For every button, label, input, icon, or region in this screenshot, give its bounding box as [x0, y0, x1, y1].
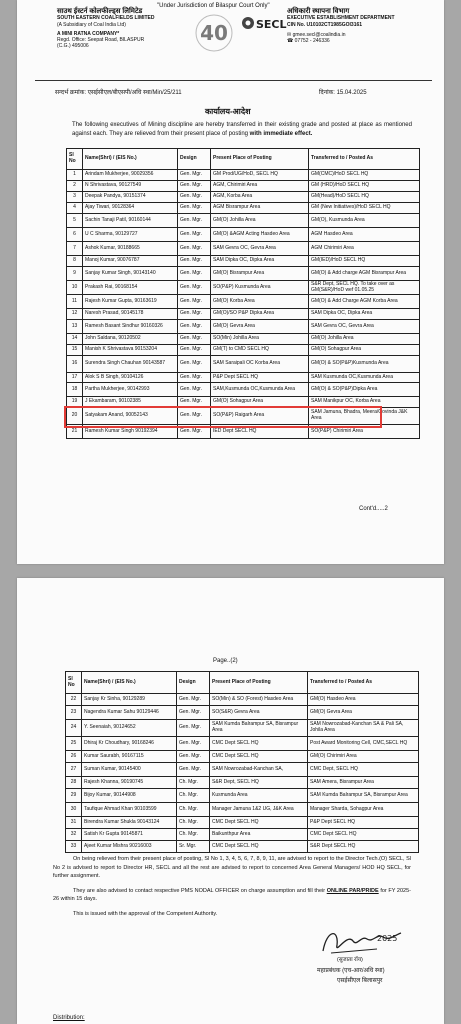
svg-text:2025: 2025: [377, 934, 398, 943]
dept-english-name: EXECUTIVE ESTABLISHMENT DEPARTMENT: [287, 15, 395, 22]
table-cell: SAM Nowrozabad-Kanchan SA & Pali SA, Johila Area: [308, 720, 419, 737]
table-cell: GM(O) & Add Charge AGM Korba Area: [309, 295, 420, 309]
table-row: [67, 334, 420, 345]
table-cell: SAM,Kusmunda OC,Kusmunda Area: [211, 383, 309, 397]
table-cell: GM(O) & SO(P&P)Dipka Area: [309, 383, 420, 397]
table-cell: Gen. Mgr.: [178, 256, 211, 267]
table-row: [67, 214, 420, 228]
table-cell: 16: [67, 356, 83, 373]
table-cell: SAM Kusmunda OC,Kusmunda Area: [309, 373, 420, 383]
table-cell: GM(O) Chirimiri Area: [308, 751, 419, 763]
table-cell: Gen. Mgr.: [177, 737, 210, 751]
order-page-1: [17, 0, 444, 564]
table-cell: Gen. Mgr.: [178, 192, 211, 203]
table-header-row: [66, 672, 419, 694]
table-cell: GM(Head)/HoD SECL HQ: [309, 192, 420, 203]
table-cell: 24: [66, 720, 82, 737]
table-cell: S&R Dept, SECL HQ: [210, 777, 308, 789]
table-cell: Gen. Mgr.: [178, 320, 211, 334]
table-cell: 28: [66, 777, 82, 789]
table-cell: Dhiraj Kr Choudhary, 90168246: [82, 737, 177, 751]
secl-logo: [239, 13, 287, 53]
table-cell: Naresh Prasad, 90145178: [83, 309, 178, 320]
table-header-row: [67, 149, 420, 170]
intro-bold-text: with immediate effect.: [249, 131, 313, 137]
table-cell: GM (New Initiatives)/HoD SECL HQ: [309, 203, 420, 214]
table-cell: SAM Gevra OC, Gevra Area: [309, 320, 420, 334]
table-cell: 12: [67, 309, 83, 320]
table-cell: Satyakam Anand, 90052143: [83, 408, 178, 425]
table-cell: Ch. Mgr.: [177, 817, 210, 829]
table-row: [66, 706, 419, 720]
table-cell: CMC Dept SECL HQ: [210, 817, 308, 829]
table-row: [66, 763, 419, 777]
column-header: Name(Shri) / (EIS No.): [82, 672, 177, 694]
table-row: [66, 751, 419, 763]
table-cell: Ramesh Basant Sindhur 90160326: [83, 320, 178, 334]
table-cell: GM(T) to CMD SECL HQ: [211, 345, 309, 356]
column-header: Transferred to / Posted As: [309, 149, 420, 170]
signer-designation: महाप्रबंधक (एच-आर/अधि स्था): [317, 968, 385, 974]
table-row: [67, 228, 420, 242]
reference-number: सन्दर्भ क्रमांक: एसईसीएल/बीएसपी/अधि स्था/Min/25/211: [55, 90, 182, 96]
table-cell: Deepak Pandya, 90151374: [83, 192, 178, 203]
table-cell: Ramesh Kumar Singh 90192394: [83, 425, 178, 439]
table-cell: Gen. Mgr.: [178, 309, 211, 320]
table-cell: GM(O) &AGM Acting Hasdeo Area: [211, 228, 309, 242]
table-cell: John Saldana, 90120502: [83, 334, 178, 345]
table-cell: Gen. Mgr.: [178, 408, 211, 425]
table-row: [67, 203, 420, 214]
table-cell: SAM Dipka OC, Dipka Area: [309, 309, 420, 320]
table-cell: 7: [67, 242, 83, 256]
intro-text: The following executives of Mining discipline are hereby transferred in their existing grade and posted at place as mentioned against each. They are relieved from their present place of posting: [72, 122, 412, 137]
table-cell: 3: [67, 192, 83, 203]
table-cell: 18: [67, 383, 83, 397]
table-cell: GM(O) Sohagpur Area: [211, 397, 309, 408]
phone-text: 07752 - 246336: [294, 38, 330, 45]
table-cell: Ch. Mgr.: [177, 829, 210, 841]
table-row: [67, 256, 420, 267]
table-row: [67, 267, 420, 281]
table-row: [67, 170, 420, 181]
order-date: दिनांक: 15.04.2025: [319, 90, 367, 96]
table-row: [67, 309, 420, 320]
table-cell: 5: [67, 214, 83, 228]
transfer-table-page1: [66, 148, 420, 439]
table-cell: Gen. Mgr.: [178, 242, 211, 256]
column-header: Transferred to / Posted As: [308, 672, 419, 694]
table-cell: GM(IED)/HoD SECL HQ: [309, 256, 420, 267]
table-cell: GM(O) Johilla Area: [211, 214, 309, 228]
intro-paragraph: [72, 121, 412, 139]
table-cell: Y. Seenaiah, 90124652: [82, 720, 177, 737]
table-cell: SAM Dipka OC, Dipka Area: [211, 256, 309, 267]
table-cell: 19: [67, 397, 83, 408]
secl-logo-text: SECL: [256, 18, 287, 31]
table-cell: Gen. Mgr.: [178, 345, 211, 356]
table-cell: Gen. Mgr.: [177, 694, 210, 706]
table-cell: 8: [67, 256, 83, 267]
table-cell: Ashok Kumar, 90188665: [83, 242, 178, 256]
table-cell: CMC Dept SECL HQ: [210, 737, 308, 751]
table-cell: 31: [66, 817, 82, 829]
table-cell: GM(O) Korba Area: [211, 295, 309, 309]
table-cell: 27: [66, 763, 82, 777]
table-cell: J Ekambaram, 90102385: [83, 397, 178, 408]
table-cell: Gen. Mgr.: [177, 751, 210, 763]
signer-office: एसईसीएल बिलासपुर: [337, 978, 383, 984]
table-row: [66, 829, 419, 841]
column-header: Name(Shri) / (EIS No.): [83, 149, 178, 170]
table-cell: 11: [67, 295, 83, 309]
column-header: Design: [178, 149, 211, 170]
table-cell: 10: [67, 281, 83, 295]
table-cell: Gen. Mgr.: [177, 763, 210, 777]
table-row: [67, 242, 420, 256]
phone-line: [287, 38, 395, 44]
office-order-title: कार्यालय-आदेश: [205, 107, 251, 116]
table-cell: SAM Saraipali OC Korba Area: [211, 356, 309, 373]
table-cell: CMC Dept SECL HQ: [308, 829, 419, 841]
table-cell: Gen. Mgr.: [177, 706, 210, 720]
table-cell: 17: [67, 373, 83, 383]
table-cell: 30: [66, 803, 82, 817]
table-cell: Prakash Rai, 90168154: [83, 281, 178, 295]
table-row: [67, 181, 420, 192]
org-mini-ratna: A MINI RATNA COMPANY*: [57, 30, 120, 37]
table-cell: Gen. Mgr.: [178, 373, 211, 383]
table-cell: Gen. Mgr.: [178, 397, 211, 408]
org-hindi-name: साउथ ईस्टर्न कोलफील्ड्स लिमिटेड: [57, 8, 143, 15]
org-pin: (C.G.) 495006: [57, 43, 89, 50]
table-cell: AGM, Chirimiri Area: [211, 181, 309, 192]
table-cell: Sanjay Kr Sinha, 90129289: [82, 694, 177, 706]
table-cell: Gen. Mgr.: [178, 214, 211, 228]
table-cell: Gen. Mgr.: [178, 267, 211, 281]
table-cell: SO(P&P) Chirimiri Area: [309, 425, 420, 439]
table-cell: SAM Kumda Balrampur SA, Bisrampur Area: [308, 789, 419, 803]
online-par-pride: ONLINE PAR/PRIDE: [326, 887, 379, 894]
table-cell: Surendra Singh Chauhan 90143587: [83, 356, 178, 373]
table-cell: U C Sharma, 90129727: [83, 228, 178, 242]
table-cell: GM(O) Johilla Area: [309, 334, 420, 345]
table-cell: Manager Sharda, Sohagpur Area: [308, 803, 419, 817]
table-cell: AGM, Korba Area: [211, 192, 309, 203]
email-icon: ✉: [287, 31, 293, 38]
table-row: [67, 383, 420, 397]
table-cell: Gen. Mgr.: [178, 383, 211, 397]
header-divider: [35, 80, 432, 81]
logo40-text: 40: [200, 21, 228, 45]
org-regd-office: Regd. Office: Seepat Road, BILASPUR: [57, 37, 145, 44]
table-cell: Manoj Kumar, 90076787: [83, 256, 178, 267]
table-cell: Taufique Ahmad Khan 90103599: [82, 803, 177, 817]
table-cell: SO(Min) & SO (Forest) Hasdeo Area: [210, 694, 308, 706]
table-cell: Manager Jamuna 1&2 UG, J&K Area: [210, 803, 308, 817]
table-row: [66, 737, 419, 751]
table-cell: Suman Kumar, 90145400: [82, 763, 177, 777]
table-cell: Partha Mukherjee, 90142993: [83, 383, 178, 397]
table-cell: Satish Kr Gupta 90145871: [82, 829, 177, 841]
table-cell: Gen. Mgr.: [177, 720, 210, 737]
table-row: [66, 817, 419, 829]
table-cell: SAM Nowrozabad-Kanchan SA,: [210, 763, 308, 777]
table-cell: S&R Dept, SECL HQ. To take over as GM(S&R)/HoD wef 01.05.25: [309, 281, 420, 295]
table-cell: P&P Dept SECL HQ: [308, 817, 419, 829]
table-cell: Ch. Mgr.: [177, 803, 210, 817]
column-header: Sl No: [67, 149, 83, 170]
table-cell: Arindam Mukherjee, 90029356: [83, 170, 178, 181]
table-cell: 14: [67, 334, 83, 345]
closing-para2-pre: They are also advised to contact respective PMS NODAL OFFICER on charge assumption and fill their: [73, 887, 326, 894]
table-cell: GM(O)/SO P&P Dipka Area: [211, 309, 309, 320]
table-cell: GM(O) Hasdeo Area: [308, 694, 419, 706]
closing-para2-post: for FY 2025-26 within 15 days.: [53, 887, 411, 902]
table-cell: Birendra Kumar Shukla 90143124: [82, 817, 177, 829]
closing-paragraph-1: On being relieved from their present place of posting, Sl No 1, 3, 4, 5, 6, 7, 8, 9, 11, are advised to report to the Director Tech.(O) SECL, Sl No 2 is advised to report to Director HR, SECL and all the rest are advised to report to concerned Area General Managers/ HOD HQ SECL, for further assignment.: [53, 856, 411, 879]
table-row: [67, 356, 420, 373]
table-cell: GM Prod/UG/HoD, SECL HQ: [211, 170, 309, 181]
table-cell: Gen. Mgr.: [178, 334, 211, 345]
table-cell: 1: [67, 170, 83, 181]
table-cell: 32: [66, 829, 82, 841]
table-cell: SO(S&R) Gevra Area: [210, 706, 308, 720]
table-cell: 9: [67, 267, 83, 281]
table-cell: Rajesh Kumar Gupta, 90163619: [83, 295, 178, 309]
table-cell: 26: [66, 751, 82, 763]
table-cell: Gen. Mgr.: [178, 181, 211, 192]
email-text: gmee.secl@coalindia.in: [292, 31, 346, 38]
table-row: [66, 803, 419, 817]
table-cell: GM(O), Kusmunda Area: [309, 214, 420, 228]
table-cell: CMC Dept SECL HQ: [210, 841, 308, 853]
table-cell: 4: [67, 203, 83, 214]
table-cell: SAM Amera, Bisrampur Area: [308, 777, 419, 789]
table-cell: GM(O) Gevra Area: [211, 320, 309, 334]
table-row: [67, 192, 420, 203]
org-header-left: [57, 9, 155, 50]
column-header: Present Place of Posting: [210, 672, 308, 694]
dept-hindi-name: अधिकारी स्थापना विभाग: [287, 8, 350, 15]
table-row: [67, 345, 420, 356]
column-header: Design: [177, 672, 210, 694]
table-cell: CMC Dept, SECL HQ: [308, 763, 419, 777]
table-cell: Gen. Mgr.: [178, 203, 211, 214]
table-cell: 21: [67, 425, 83, 439]
table-cell: N Shrivastava, 90127549: [83, 181, 178, 192]
table-cell: Sachin Tanaji Patil, 90160144: [83, 214, 178, 228]
closing-paragraphs: [53, 855, 411, 924]
table-row: [67, 281, 420, 295]
table-cell: GM(O) Sohagpur Area: [309, 345, 420, 356]
table-cell: SAM Kumda Balrampur SA, Bisrampur Area: [210, 720, 308, 737]
table-row: [67, 295, 420, 309]
table-cell: Gen. Mgr.: [178, 228, 211, 242]
table-cell: S&R Dept SECL HQ: [308, 841, 419, 853]
table-cell: SAM Manikpur OC, Korba Area: [309, 397, 420, 408]
table-cell: GM(O) Gevra Area: [308, 706, 419, 720]
table-cell: CMC Dept SECL HQ: [210, 751, 308, 763]
table-cell: Gen. Mgr.: [178, 170, 211, 181]
table-cell: 2: [67, 181, 83, 192]
signer-name: (सुजाता रॉय): [337, 957, 363, 963]
continued-note: Cont'd.....2: [359, 506, 388, 512]
table-cell: GM(CMC)/HoD SECL HQ: [309, 170, 420, 181]
order-page-2: [17, 578, 444, 1024]
table-cell: SO(P&P) Kusmunda Area: [211, 281, 309, 295]
table-cell: GM (HRD)/HoD SECL HQ: [309, 181, 420, 192]
table-cell: SAM Jamuna, Bhadra, Meera/Govinda J&K Area: [309, 408, 420, 425]
org-english-name: SOUTH EASTERN COALFIELDS LIMITED: [57, 15, 155, 22]
table-row: [66, 720, 419, 737]
table-cell: Kumar Saurabh, 90167115: [82, 751, 177, 763]
table-cell: Baikunthpur Area: [210, 829, 308, 841]
table-cell: Post Award Monitoring Cell, CMC,SECL HQ: [308, 737, 419, 751]
table-cell: 25: [66, 737, 82, 751]
cin-number: CIN No. U10102CT1985GOI3161: [287, 21, 363, 28]
closing-paragraph-2: [53, 887, 411, 904]
table-cell: Ajeet Kumar Mishra 90216003: [82, 841, 177, 853]
table-row: [66, 841, 419, 853]
org-header-right: [287, 9, 395, 44]
column-header: Sl No: [66, 672, 82, 694]
transfer-table-page2: [65, 671, 419, 853]
table-cell: 29: [66, 789, 82, 803]
table-cell: Ajay Tiwari, 90128364: [83, 203, 178, 214]
table-cell: AGM Chirimiri Area: [309, 242, 420, 256]
table-cell: 13: [67, 320, 83, 334]
highlight-box-row-16: [64, 406, 382, 428]
table-cell: Sr. Mgr.: [177, 841, 210, 853]
table-cell: Nagendra Kumar Sahu 90129446: [82, 706, 177, 720]
table-cell: Gen. Mgr.: [178, 295, 211, 309]
org-subsidiary: (A Subsidiary of Coal India Ltd): [57, 21, 126, 28]
table-cell: AGM Hasdeo Area: [309, 228, 420, 242]
table-row: [66, 789, 419, 803]
table-cell: Bijoy Kumar, 90144908: [82, 789, 177, 803]
table-cell: Kusmunda Area: [210, 789, 308, 803]
table-cell: Ch. Mgr.: [177, 789, 210, 803]
table-cell: SO(Min) Johilla Area: [211, 334, 309, 345]
table-cell: SO(P&P) Raigarh Area: [211, 408, 309, 425]
table-cell: 33: [66, 841, 82, 853]
page-number-label: Page..(2): [213, 658, 238, 664]
table-cell: Ch. Mgr.: [177, 777, 210, 789]
table-cell: GM(O) & SO(P&P)Kusmunda Area: [309, 356, 420, 373]
table-cell: Sanjay Kumar Singh, 90143140: [83, 267, 178, 281]
column-header: Present Place of Posting: [211, 149, 309, 170]
table-cell: AGM Bisrampur Area: [211, 203, 309, 214]
phone-icon: ☎: [287, 38, 295, 45]
table-cell: 15: [67, 345, 83, 356]
table-cell: Gen. Mgr.: [178, 425, 211, 439]
table-cell: 23: [66, 706, 82, 720]
court-jurisdiction-note: "Under Jurisdiction of Bilaspur Court Only": [157, 3, 270, 9]
table-cell: SAM Gevra OC, Gevra Area: [211, 242, 309, 256]
table-cell: Rajesh Khanna, 90190745: [82, 777, 177, 789]
table-cell: 6: [67, 228, 83, 242]
table-row: [66, 694, 419, 706]
closing-paragraph-3: This is issued with the approval of the Competent Authority.: [73, 910, 218, 917]
table-cell: Alok S B Singh, 90104126: [83, 373, 178, 383]
table-cell: GM(O) & Add charge AGM Bisrampur Area: [309, 267, 420, 281]
table-cell: Gen. Mgr.: [178, 281, 211, 295]
table-cell: IED Dept SECL HQ: [211, 425, 309, 439]
table-cell: Manish K Shrivastava 90153204: [83, 345, 178, 356]
table-cell: GM(O) Bisrampur Area: [211, 267, 309, 281]
table-cell: 20: [67, 408, 83, 425]
table-row: [67, 373, 420, 383]
table-cell: P&P Dept SECL HQ: [211, 373, 309, 383]
table-cell: Gen. Mgr.: [178, 356, 211, 373]
table-row: [66, 777, 419, 789]
distribution-label: Distribution:: [53, 1015, 85, 1021]
table-cell: 22: [66, 694, 82, 706]
table-row: [67, 320, 420, 334]
anniversary-40-logo: [195, 11, 233, 55]
